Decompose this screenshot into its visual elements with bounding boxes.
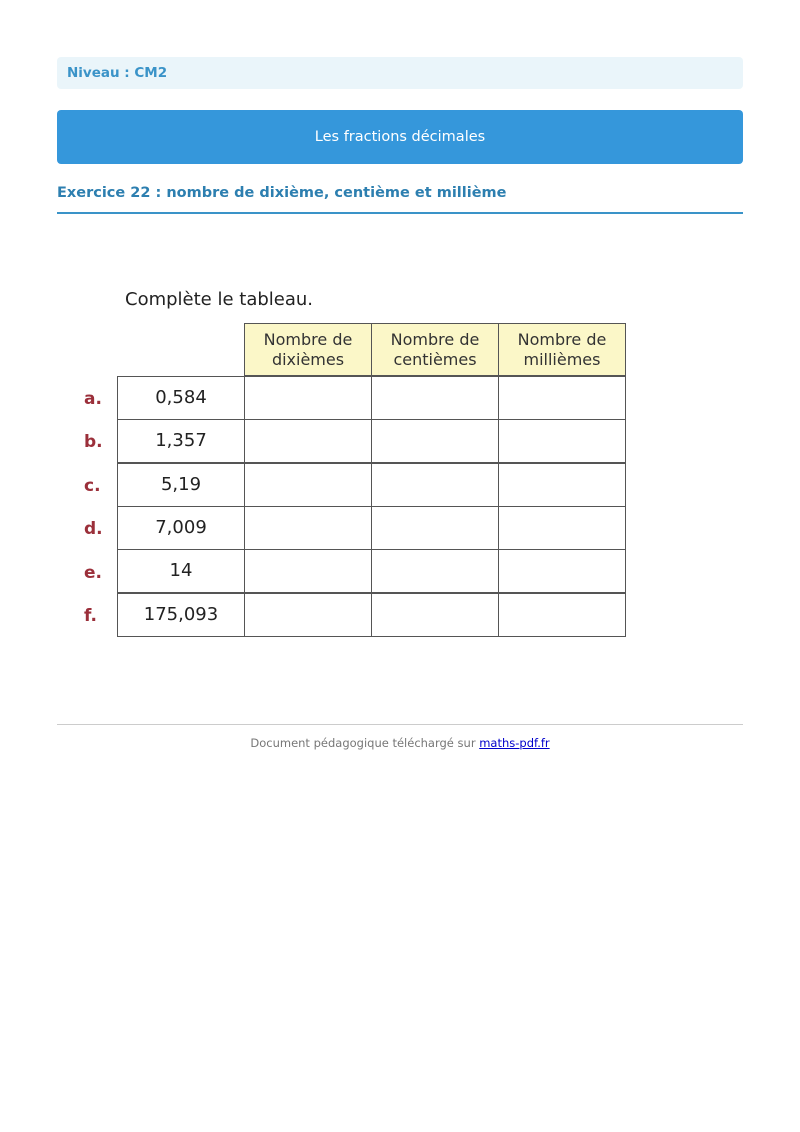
answer-cell-centiemes[interactable] [371, 506, 499, 550]
answer-cell-dixiemes[interactable] [244, 463, 372, 507]
answer-cell-milliemes[interactable] [498, 506, 626, 550]
answer-cell-milliemes[interactable] [498, 463, 626, 507]
answer-cell-centiemes[interactable] [371, 376, 499, 420]
answer-cell-centiemes[interactable] [371, 549, 499, 593]
answer-cell-dixiemes[interactable] [244, 376, 372, 420]
answer-cell-dixiemes[interactable] [244, 419, 372, 463]
number-cell: 1,357 [117, 419, 245, 463]
footer-divider [57, 724, 743, 725]
answer-cell-dixiemes[interactable] [244, 506, 372, 550]
answer-cell-milliemes[interactable] [498, 593, 626, 637]
answer-cell-centiemes[interactable] [371, 593, 499, 637]
row-label: d. [84, 519, 103, 539]
answer-cell-milliemes[interactable] [498, 376, 626, 420]
page-title-banner: Les fractions décimales [57, 110, 743, 164]
number-cell: 5,19 [117, 463, 245, 507]
number-cell: 175,093 [117, 593, 245, 637]
column-header-dixiemes: Nombre de dixièmes [244, 323, 372, 376]
answer-cell-milliemes[interactable] [498, 419, 626, 463]
answer-cell-centiemes[interactable] [371, 463, 499, 507]
row-label: f. [84, 606, 97, 626]
answer-cell-dixiemes[interactable] [244, 549, 372, 593]
footer-link[interactable]: maths-pdf.fr [479, 736, 550, 750]
level-badge: Niveau : CM2 [57, 57, 743, 89]
row-label: b. [84, 432, 103, 452]
column-header-centiemes: Nombre de centièmes [371, 323, 499, 376]
answer-cell-dixiemes[interactable] [244, 593, 372, 637]
number-cell: 14 [117, 549, 245, 593]
exercise-title: Exercice 22 : nombre de dixième, centième et millième [57, 185, 743, 214]
footer [57, 736, 743, 750]
number-cell: 0,584 [117, 376, 245, 420]
row-label: c. [84, 476, 101, 496]
number-cell: 7,009 [117, 506, 245, 550]
row-label: a. [84, 389, 102, 409]
footer-text: Document pédagogique téléchargé sur [250, 736, 480, 750]
row-label: e. [84, 563, 102, 583]
column-header-milliemes: Nombre de millièmes [498, 323, 626, 376]
answer-cell-milliemes[interactable] [498, 549, 626, 593]
answer-cell-centiemes[interactable] [371, 419, 499, 463]
instruction-text: Complète le tableau. [125, 289, 314, 310]
